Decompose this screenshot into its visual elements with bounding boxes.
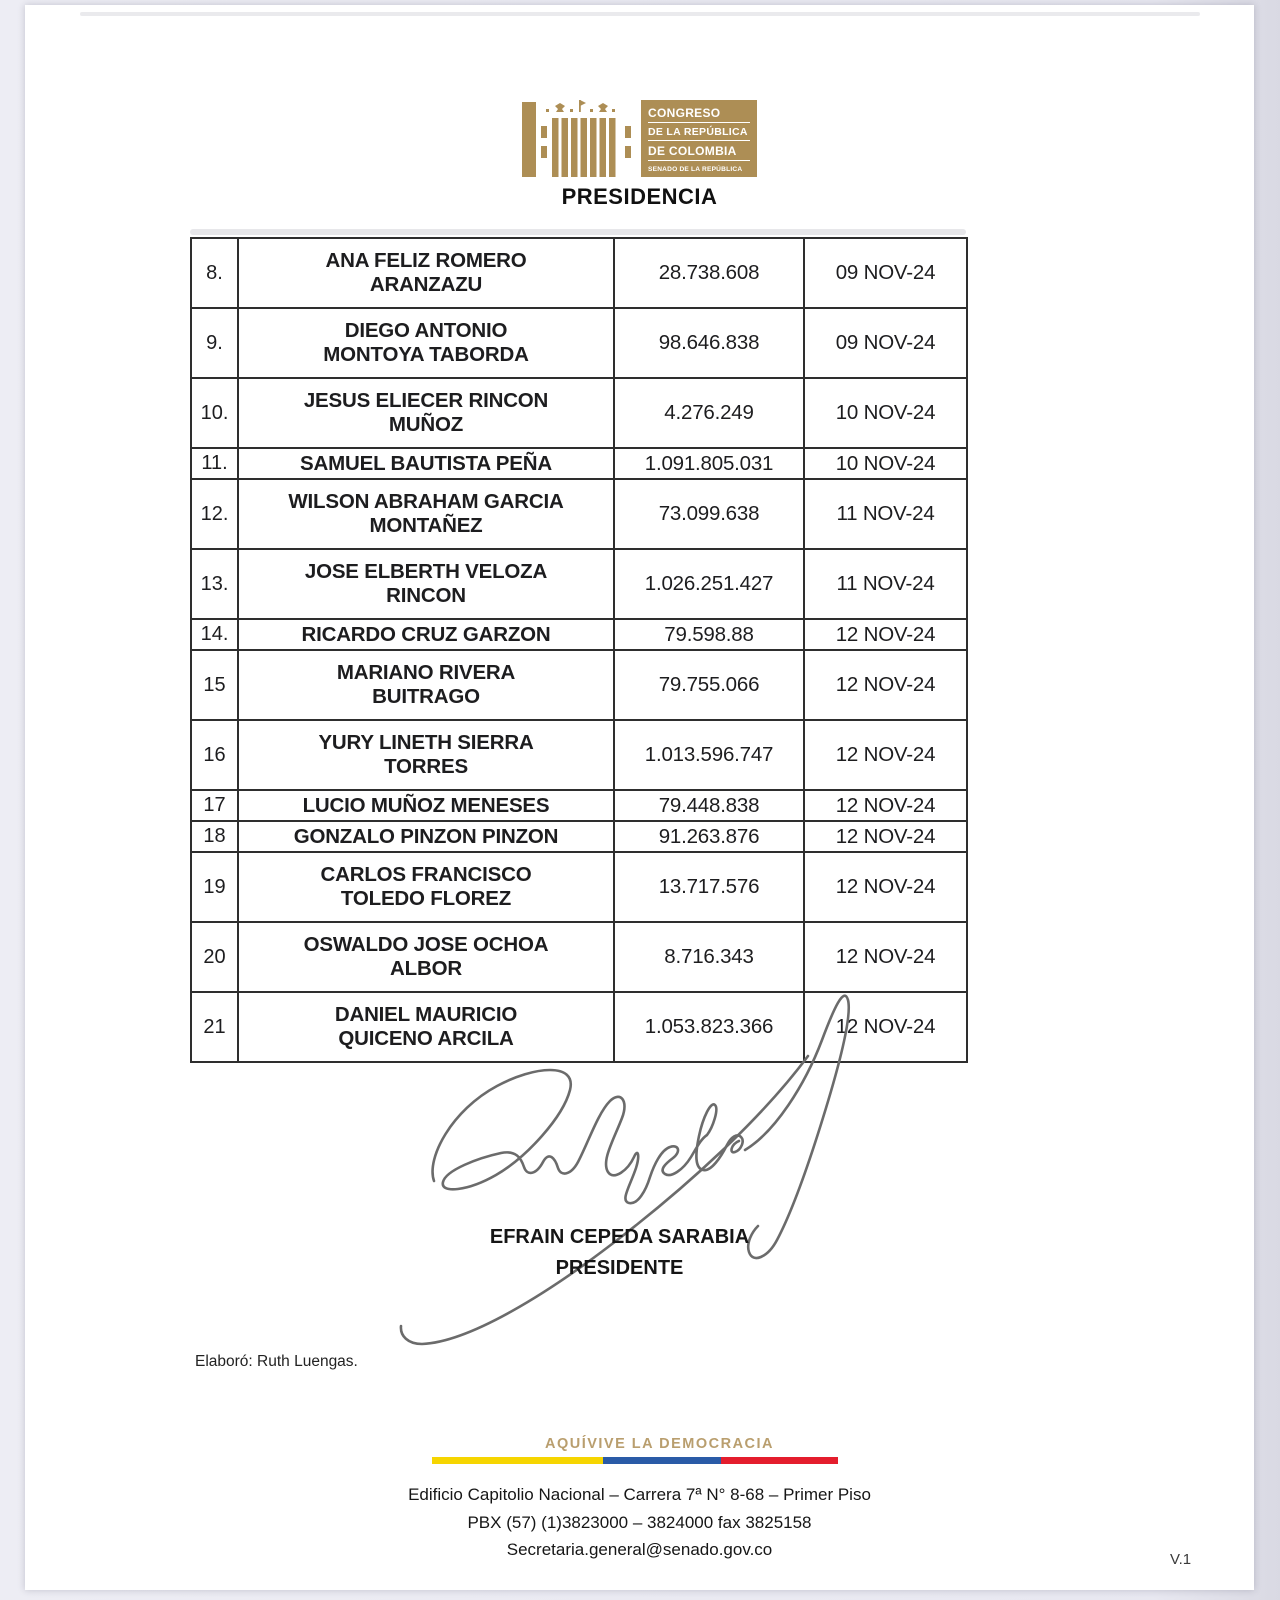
address-line-1: Edificio Capitolio Nacional – Carrera 7ª N° 8-68 – Primer Piso bbox=[408, 1485, 871, 1504]
logo-subline: SENADO DE LA REPÚBLICA bbox=[648, 165, 743, 173]
signature-block bbox=[25, 1222, 1214, 1284]
scan-artifact-table bbox=[190, 229, 966, 235]
row-number-cell: 8. bbox=[191, 238, 238, 308]
id-number-cell: 73.099.638 bbox=[614, 479, 804, 549]
table-row bbox=[191, 922, 967, 992]
name-line: QUICENO ARCILA bbox=[338, 1027, 514, 1050]
name-line: MUÑOZ bbox=[388, 413, 464, 436]
address-line-3: Secretaria.general@senado.gov.co bbox=[506, 1540, 773, 1559]
date-cell: 11 NOV-24 bbox=[804, 549, 967, 619]
id-number-cell: 1.013.596.747 bbox=[614, 720, 804, 790]
id-number-cell: 8.716.343 bbox=[614, 922, 804, 992]
name-line: TORRES bbox=[384, 755, 468, 778]
name-line: OSWALDO JOSE OCHOA bbox=[303, 933, 549, 957]
row-number-cell: 11. bbox=[191, 448, 238, 479]
name-line: GONZALO PINZON PINZON bbox=[293, 824, 559, 848]
table-row bbox=[191, 720, 967, 790]
name-cell bbox=[238, 650, 614, 720]
row-number-cell: 19 bbox=[191, 852, 238, 922]
flag-blue-segment bbox=[603, 1457, 722, 1464]
name-line: DANIEL MAURICIO bbox=[334, 1003, 518, 1027]
name-cell bbox=[238, 720, 614, 790]
name-line: CARLOS FRANCISCO bbox=[320, 863, 532, 887]
name-line: ANA FELIZ ROMERO bbox=[325, 249, 527, 273]
row-number-cell: 12. bbox=[191, 479, 238, 549]
id-number-cell: 4.276.249 bbox=[614, 378, 804, 448]
name-line: RICARDO CRUZ GARZON bbox=[301, 622, 551, 646]
name-line: SAMUEL BAUTISTA PEÑA bbox=[300, 451, 552, 475]
name-line: MONTAÑEZ bbox=[369, 514, 483, 537]
id-number-cell: 1.026.251.427 bbox=[614, 549, 804, 619]
name-line: WILSON ABRAHAM GARCIA bbox=[288, 490, 564, 514]
id-number-cell: 28.738.608 bbox=[614, 238, 804, 308]
date-cell: 12 NOV-24 bbox=[804, 852, 967, 922]
date-cell: 12 NOV-24 bbox=[804, 720, 967, 790]
name-cell bbox=[238, 549, 614, 619]
date-cell: 12 NOV-24 bbox=[804, 821, 967, 852]
congress-logo bbox=[25, 100, 1254, 177]
name-line: JOSE ELBERTH VELOZA bbox=[304, 560, 548, 584]
scan-artifact-top bbox=[80, 12, 1200, 16]
name-line: YURY LINETH SIERRA bbox=[318, 731, 534, 755]
name-cell bbox=[238, 448, 614, 479]
id-number-cell: 79.755.066 bbox=[614, 650, 804, 720]
flag-yellow-segment bbox=[432, 1457, 603, 1464]
congress-logo-textbox bbox=[641, 100, 757, 177]
date-cell: 10 NOV-24 bbox=[804, 378, 967, 448]
table-row bbox=[191, 821, 967, 852]
date-cell: 12 NOV-24 bbox=[804, 619, 967, 650]
name-cell bbox=[238, 619, 614, 650]
table-row bbox=[191, 238, 967, 308]
id-number-cell: 1.053.823.366 bbox=[614, 992, 804, 1062]
id-number-cell: 13.717.576 bbox=[614, 852, 804, 922]
name-cell bbox=[238, 479, 614, 549]
row-number-cell: 15 bbox=[191, 650, 238, 720]
capitol-columns-icon bbox=[522, 100, 634, 177]
date-cell: 11 NOV-24 bbox=[804, 479, 967, 549]
name-line: MARIANO RIVERA bbox=[336, 661, 516, 685]
name-line: BUITRAGO bbox=[372, 685, 480, 708]
name-cell bbox=[238, 992, 614, 1062]
row-number-cell: 14. bbox=[191, 619, 238, 650]
name-cell bbox=[238, 852, 614, 922]
name-cell bbox=[238, 238, 614, 308]
date-cell: 12 NOV-24 bbox=[804, 650, 967, 720]
document-page bbox=[25, 5, 1254, 1590]
address-line-2: PBX (57) (1)3823000 – 3824000 fax 3825158 bbox=[467, 1512, 812, 1532]
name-line: LUCIO MUÑOZ MENESES bbox=[302, 793, 550, 817]
signer-title: PRESIDENTE bbox=[555, 1257, 684, 1279]
row-number-cell: 9. bbox=[191, 308, 238, 378]
registry-table bbox=[190, 237, 968, 1063]
row-number-cell: 10. bbox=[191, 378, 238, 448]
id-number-cell: 79.598.88 bbox=[614, 619, 804, 650]
senate-slogan: AQUÍVIVE LA DEMOCRACIA bbox=[544, 1436, 775, 1452]
date-cell: 12 NOV-24 bbox=[804, 922, 967, 992]
name-line: MONTOYA TABORDA bbox=[323, 343, 529, 366]
date-cell: 09 NOV-24 bbox=[804, 308, 967, 378]
logo-line-1: CONGRESO bbox=[648, 105, 750, 123]
logo-line-2: DE LA REPÚBLICA bbox=[648, 125, 750, 142]
footer-address bbox=[25, 1481, 1254, 1564]
prepared-by-note: Elaboró: Ruth Luengas. bbox=[195, 1353, 358, 1370]
table-row bbox=[191, 448, 967, 479]
colombia-flag-bar bbox=[432, 1457, 838, 1464]
name-line: RINCON bbox=[386, 584, 466, 607]
version-label: V.1 bbox=[1170, 1551, 1192, 1568]
table-row bbox=[191, 479, 967, 549]
name-line: DIEGO ANTONIO bbox=[344, 319, 508, 343]
date-cell: 12 NOV-24 bbox=[804, 992, 967, 1062]
row-number-cell: 20 bbox=[191, 922, 238, 992]
name-line: JESUS ELIECER RINCON bbox=[303, 389, 549, 413]
row-number-cell: 13. bbox=[191, 549, 238, 619]
name-cell bbox=[238, 378, 614, 448]
date-cell: 12 NOV-24 bbox=[804, 790, 967, 821]
table-row bbox=[191, 619, 967, 650]
table-row bbox=[191, 378, 967, 448]
table-row bbox=[191, 852, 967, 922]
signer-name: EFRAIN CEPEDA SARABIA bbox=[489, 1226, 750, 1248]
name-line: TOLEDO FLOREZ bbox=[340, 887, 512, 910]
table-row bbox=[191, 790, 967, 821]
row-number-cell: 18 bbox=[191, 821, 238, 852]
page-title: PRESIDENCIA bbox=[561, 184, 718, 209]
name-cell bbox=[238, 790, 614, 821]
flag-red-segment bbox=[721, 1457, 838, 1464]
id-number-cell: 91.263.876 bbox=[614, 821, 804, 852]
table-row bbox=[191, 992, 967, 1062]
logo-line-3: DE COLOMBIA bbox=[648, 143, 750, 161]
table-row bbox=[191, 549, 967, 619]
name-cell bbox=[238, 308, 614, 378]
id-number-cell: 79.448.838 bbox=[614, 790, 804, 821]
id-number-cell: 1.091.805.031 bbox=[614, 448, 804, 479]
registry-table-body bbox=[191, 238, 967, 1062]
table-row bbox=[191, 308, 967, 378]
date-cell: 09 NOV-24 bbox=[804, 238, 967, 308]
name-line: ALBOR bbox=[390, 957, 462, 980]
name-line: ARANZAZU bbox=[369, 273, 483, 296]
row-number-cell: 17 bbox=[191, 790, 238, 821]
row-number-cell: 16 bbox=[191, 720, 238, 790]
name-cell bbox=[238, 922, 614, 992]
date-cell: 10 NOV-24 bbox=[804, 448, 967, 479]
id-number-cell: 98.646.838 bbox=[614, 308, 804, 378]
table-row bbox=[191, 650, 967, 720]
name-cell bbox=[238, 821, 614, 852]
row-number-cell: 21 bbox=[191, 992, 238, 1062]
